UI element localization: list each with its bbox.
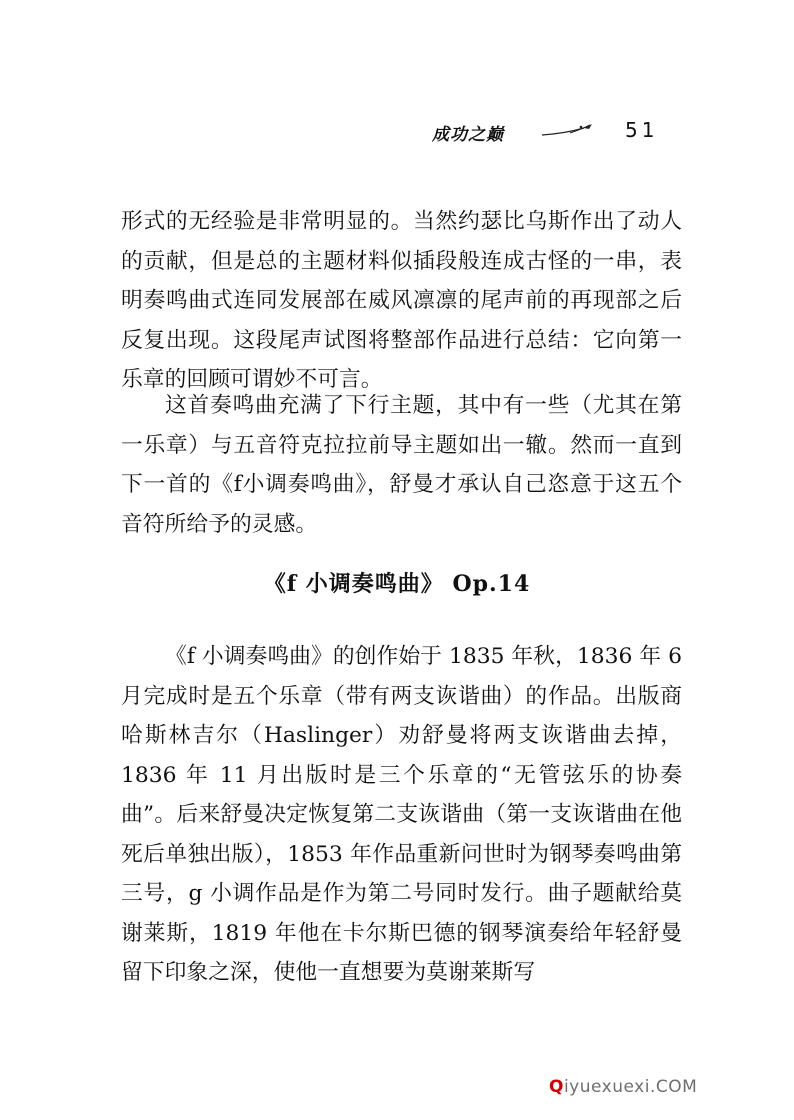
running-title: 成功之巅 [432, 125, 504, 145]
page-number: 51 [625, 118, 659, 142]
header-ornament-icon [540, 122, 596, 138]
watermark-initial: Q [549, 1077, 564, 1097]
page-header [0, 118, 794, 148]
section-heading: 《f 小调奏鸣曲》 Op.14 [263, 571, 531, 597]
body-paragraph-3: 《f 小调奏鸣曲》的创作始于 1835 年秋，1836 年 6 月完成时是五个乐章（带有两支诙谐曲）的作品。出版商哈斯林吉尔（Haslinger）劝舒曼将两支诙谐曲去掉，1836 年 11 月出版时是三个乐章的“无管弦乐的协奏曲”。后来舒曼决定恢复第二支诙谐曲（第一支诙谐曲在他死后单独出版），1853 年作品重新问世时为钢琴奏鸣曲第三号，g 小调作品是作为第二号同时发行。曲子题献给莫谢莱斯，1819 年他在卡尔斯巴德的钢琴演奏给年轻舒曼留下印象之深，使他一直想要为莫谢莱斯写 [121, 644, 682, 985]
body-paragraph-2: 这首奏鸣曲充满了下行主题，其中有一些（尤其在第一乐章）与五音符克拉拉前导主题如出一辙。然而一直到下一首的《f小调奏鸣曲》，舒曼才承认自己恣意于这五个音符所给予的灵感。 [121, 393, 682, 537]
watermark-text: iyuexuexi.COM [563, 1077, 698, 1097]
body-paragraph-1: 形式的无经验是非常明显的。当然约瑟比乌斯作出了动人的贡献，但是总的主题材料似插段般连成古怪的一串，表明奏鸣曲式连同发展部在威风凛凛的尾声前的再现部之后反复出现。这段尾声试图将整部作品进行总结：它向第一乐章的回顾可谓妙不可言。 [121, 209, 682, 392]
site-watermark [549, 1077, 697, 1097]
